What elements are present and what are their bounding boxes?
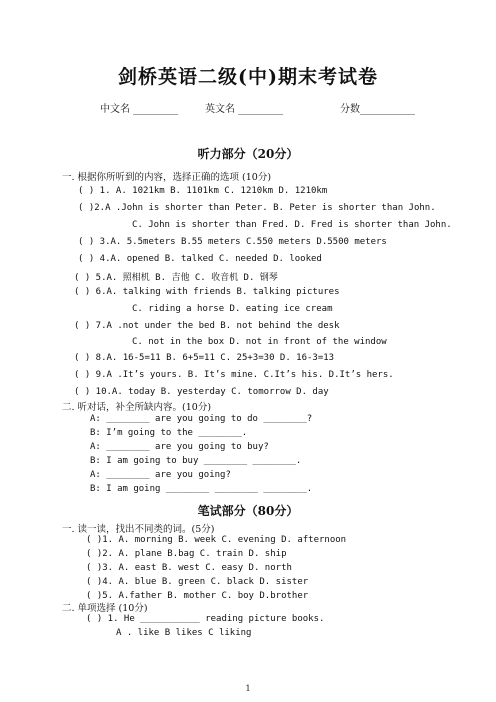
dialogue-line-1: A: ________ are you going to do ________? (90, 414, 313, 424)
reading-question-1: ( )1. A. morning B. week C. evening D. afternoon (86, 535, 347, 545)
choice-question-1: ( ) 1. He ___________ reading picture books. (86, 614, 325, 624)
listening-question-10: ( ) 10.A. today B. yesterday C. tomorrow D. day (74, 387, 329, 397)
writing-part2-heading: 二. 单项选择 (10分) (62, 603, 148, 614)
listening-question-7-cont: C. not in the box D. not in front of the window (132, 337, 387, 347)
listening-question-6: ( ) 6.A. talking with friends B. talking pictures (74, 287, 340, 297)
dialogue-line-5: A: ________ are you going? (90, 470, 231, 480)
dialogue-line-2: B: I’m going to the ________. (90, 428, 248, 438)
listening-question-7: ( ) 7.A .not under the bed B. not behind the desk (74, 321, 340, 331)
score-field: 分数___________ (340, 104, 415, 115)
reading-question-4: ( )4. A. blue B. green C. black D. sister (86, 577, 309, 587)
listening-section-title: 听力部分（20分） (197, 147, 299, 161)
listening-question-9: ( ) 9.A .It’s yours. B. It’s mine. C.It’s his. D.It’s hers. (74, 370, 394, 380)
reading-question-2: ( )2. A. plane B.bag C. train D. ship (86, 549, 287, 559)
reading-question-5: ( )5. A.father B. mother C. boy D.brother (86, 591, 309, 601)
english-name-field: 英文名 _________ (205, 104, 284, 115)
page-number: 1 (245, 684, 251, 693)
choice-question-1-options: A . like B likes C liking (116, 628, 252, 638)
listening-part2-heading: 二. 听对话，补全所缺内容。(10分) (62, 402, 212, 413)
dialogue-line-3: A: ________ are you going to buy? (90, 442, 269, 452)
listening-question-6-cont: C. riding a horse D. eating ice cream (132, 304, 333, 314)
listening-question-5: ( ) 5.A. 照相机 B. 吉他 C. 收音机 D. 钢琴 (74, 273, 278, 283)
writing-section-title: 笔试部分（80分） (197, 504, 299, 518)
page-title: 剑桥英语二级(中)期末考试卷 (118, 66, 378, 88)
writing-part1-heading: 一. 读一读，找出不同类的词。(5分) (62, 524, 215, 535)
listening-question-4: ( ) 4.A. opened B. talked C. needed D. looked (78, 254, 322, 264)
listening-question-1: ( ) 1. A. 1021km B. 1101km C. 1210km D. 1210km (78, 186, 328, 196)
listening-question-8: ( ) 8.A. 16-5=11 B. 6+5=11 C. 25+3=30 D. 16-3=13 (74, 353, 335, 363)
listening-part1-heading: 一. 根据你所听到的内容，选择正确的选项 (10分) (62, 172, 272, 183)
reading-question-3: ( )3. A. east B. west C. easy D. north (86, 563, 292, 573)
dialogue-line-6: B: I am going ________ ________ ________. (90, 484, 313, 494)
listening-question-2-cont: C. John is shorter than Fred. D. Fred is shorter than John. (132, 220, 452, 230)
chinese-name-field: 中文名 _________ (100, 104, 179, 115)
listening-question-3: ( ) 3.A. 5.5meters B.55 meters C.550 meters D.5500 meters (78, 237, 387, 247)
listening-question-2: ( )2.A .John is shorter than Peter. B. Peter is shorter than John. (78, 203, 436, 213)
dialogue-line-4: B: I am going to buy ________ ________. (90, 456, 302, 466)
